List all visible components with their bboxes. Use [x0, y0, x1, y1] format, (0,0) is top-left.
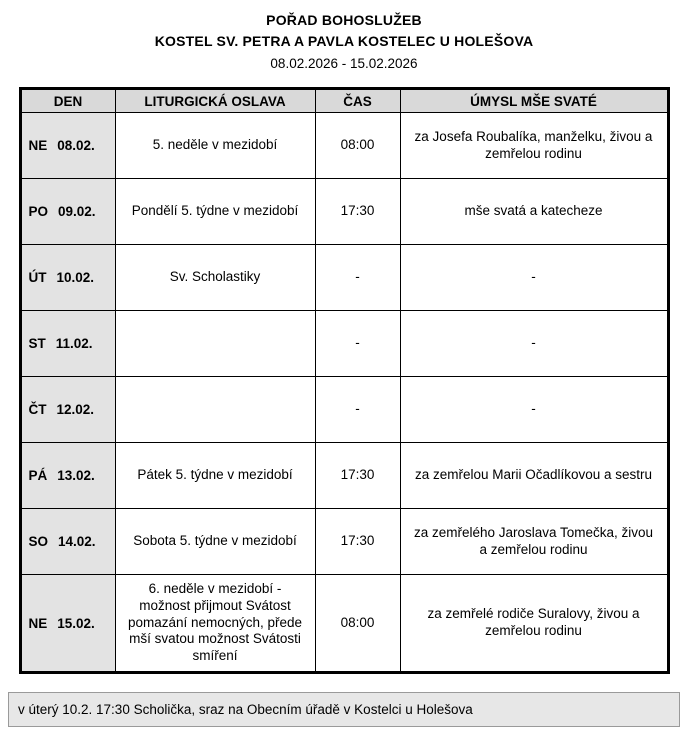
day-date: 15.02. [57, 615, 95, 631]
liturgy-cell: Pátek 5. týdne v mezidobí [115, 443, 315, 509]
table-row [20, 509, 668, 575]
table-row [20, 113, 668, 179]
day-cell [20, 509, 115, 575]
time-cell: 08:00 [315, 575, 400, 673]
day-date: 13.02. [57, 468, 95, 483]
page-title: POŘAD BOHOSLUŽEB [266, 12, 422, 28]
mass-schedule-table [19, 87, 670, 674]
day-cell [20, 311, 115, 377]
day-cell [20, 377, 115, 443]
time-cell: 17:30 [315, 509, 400, 575]
day-cell [20, 245, 115, 311]
time-cell: - [315, 311, 400, 377]
table-row [20, 443, 668, 509]
liturgy-cell [115, 311, 315, 377]
day-cell [20, 113, 115, 179]
liturgy-cell: 6. neděle v mezidobí - možnost přijmout Svátost pomazání nemocných, přede mší svatou možnost Svátosti smíření [115, 575, 315, 673]
time-cell: - [315, 245, 400, 311]
day-abbrev: SO [28, 534, 49, 549]
time-cell: 08:00 [315, 113, 400, 179]
table-row [20, 179, 668, 245]
column-header-day: DEN [20, 89, 115, 113]
intention-cell: - [400, 311, 668, 377]
time-cell: 17:30 [315, 443, 400, 509]
document-header [0, 0, 688, 71]
day-cell [20, 575, 115, 673]
time-cell: 17:30 [315, 179, 400, 245]
liturgy-cell: Pondělí 5. týdne v mezidobí [115, 179, 315, 245]
day-date: 11.02. [55, 336, 93, 351]
liturgy-cell: 5. neděle v mezidobí [115, 113, 315, 179]
day-date: 14.02. [58, 534, 96, 549]
day-date: 12.02. [56, 402, 95, 417]
footer-note: v úterý 10.2. 17:30 Scholička, sraz na Obecním úřadě v Kostelci u Holešova [8, 692, 680, 727]
day-date: 09.02. [58, 204, 96, 219]
intention-cell: za zemřelého Jaroslava Tomečka, živou a zemřelou rodinu [400, 509, 668, 575]
table-row [20, 245, 668, 311]
intention-cell: mše svatá a katecheze [400, 179, 668, 245]
day-abbrev: ČT [28, 402, 47, 417]
intention-cell: za zemřelou Marii Očadlíkovou a sestru [400, 443, 668, 509]
column-header-time: ČAS [315, 89, 400, 113]
day-abbrev: NE [28, 615, 48, 631]
column-header-liturgy: LITURGICKÁ OSLAVA [115, 89, 315, 113]
day-abbrev: ÚT [28, 270, 47, 285]
day-date: 08.02. [57, 138, 95, 153]
time-cell: - [315, 377, 400, 443]
table-row [20, 311, 668, 377]
table-row [20, 377, 668, 443]
date-range: 08.02.2026 - 15.02.2026 [270, 56, 418, 71]
day-date: 10.02. [56, 270, 95, 285]
liturgy-cell [115, 377, 315, 443]
day-abbrev: PO [28, 204, 49, 219]
liturgy-cell: Sobota 5. týdne v mezidobí [115, 509, 315, 575]
day-cell [20, 443, 115, 509]
table-row [20, 575, 668, 673]
intention-cell: za Josefa Roubalíka, manželku, živou a zemřelou rodinu [400, 113, 668, 179]
liturgy-cell: Sv. Scholastiky [115, 245, 315, 311]
intention-cell: - [400, 377, 668, 443]
intention-cell: za zemřelé rodiče Suralovy, živou a zemřelou rodinu [400, 575, 668, 673]
column-header-intention: ÚMYSL MŠE SVATÉ [400, 89, 668, 113]
church-name: KOSTEL SV. PETRA A PAVLA KOSTELEC U HOLEŠOVA [154, 33, 534, 49]
intention-cell: - [400, 245, 668, 311]
day-abbrev: ST [28, 336, 46, 351]
day-cell [20, 179, 115, 245]
day-abbrev: NE [28, 138, 48, 153]
day-abbrev: PÁ [28, 468, 48, 483]
table-header-row [20, 89, 668, 113]
